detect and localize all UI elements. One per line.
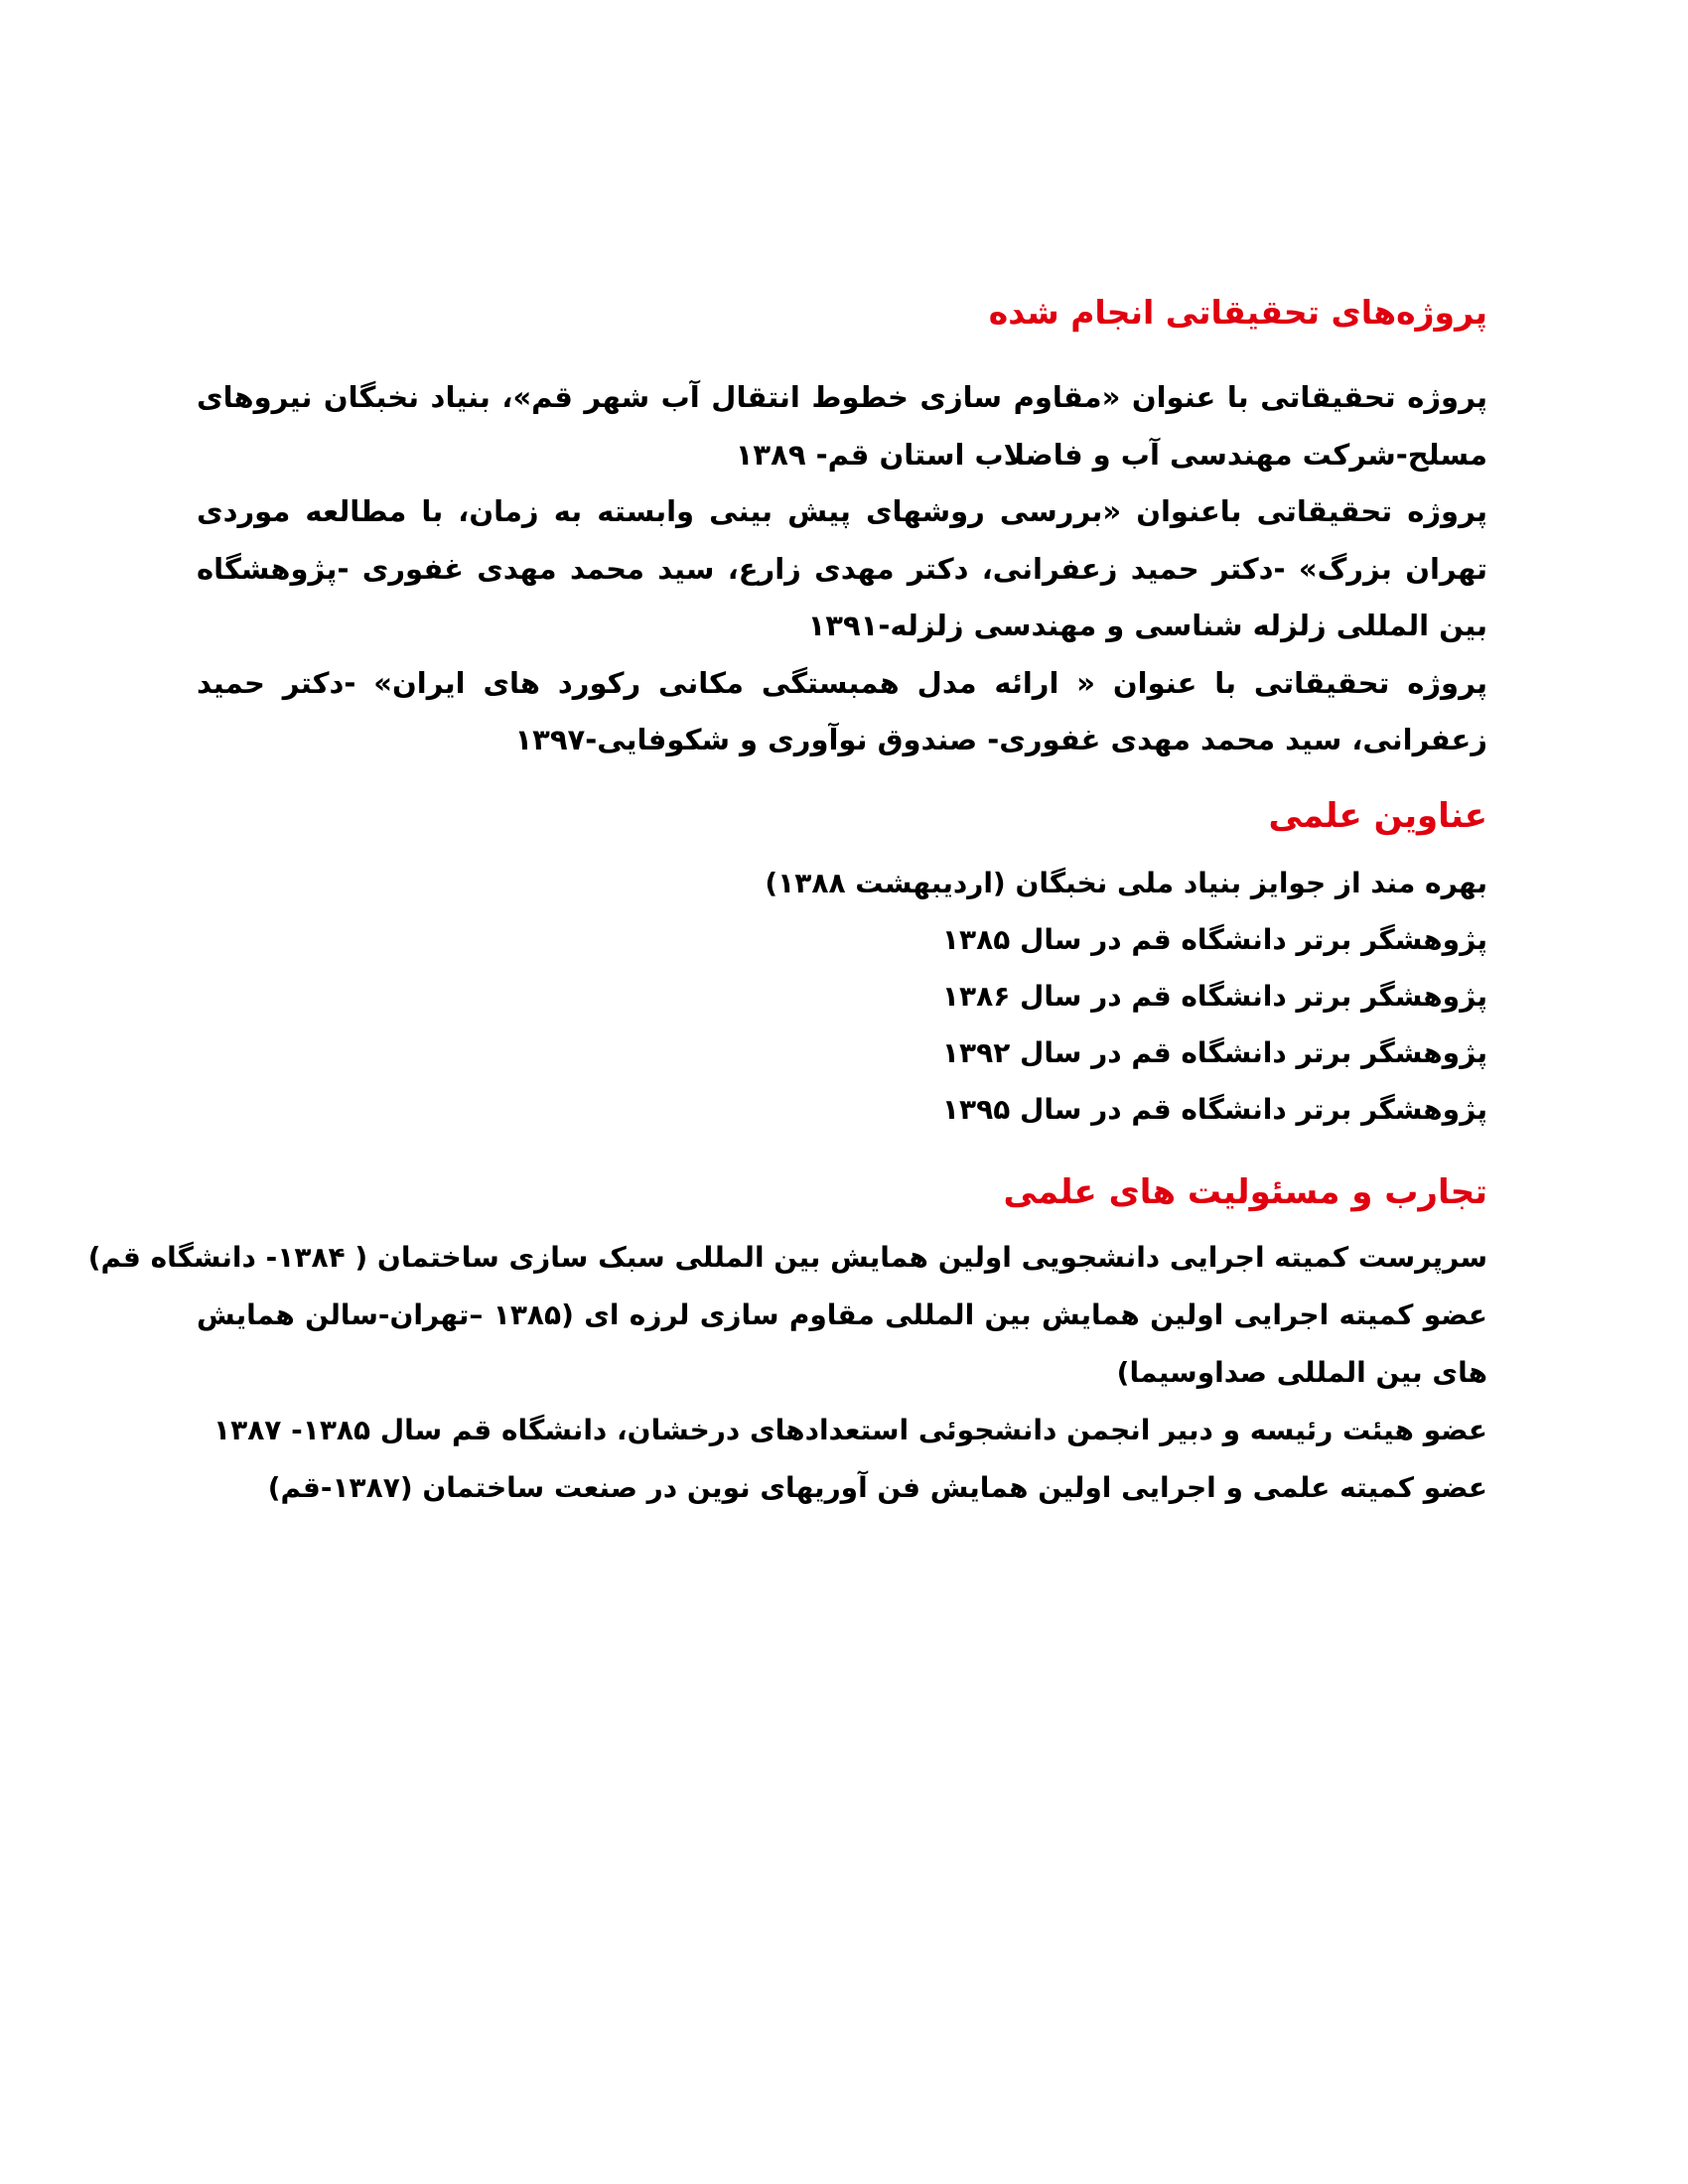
- scientific-title-item: بهره مند از جوایز بنیاد ملی نخبگان (اردیبهشت ۱۳۸۸): [765, 866, 1487, 899]
- experience-section: [87, 1167, 1487, 1517]
- research-projects-heading: پروژه‌های تحقیقاتی انجام شده: [988, 293, 1487, 332]
- research-project-item: پروژه تحقیقاتی با عنوان «مقاوم سازی خطوط انتقال آب شهر قم»، بنیاد نخبگان نیروهای مسلح-شرکت مهندسی آب و فاضلاب استان قم- ۱۳۸۹: [197, 380, 1487, 472]
- experience-item: عضو کمیته اجرایی اولین همایش بین المللی مقاوم سازی لرزه ای (۱۳۸۵ –تهران-سالن همایش های بین المللی صداوسیما): [197, 1297, 1487, 1389]
- document-page: [87, 288, 1487, 1517]
- experience-heading: تجارب و مسئولیت های علمی: [1003, 1171, 1487, 1212]
- scientific-title-item: پژوهشگر برتر دانشگاه قم در سال ۱۳۹۵: [941, 1092, 1487, 1126]
- research-project-item: پروژه تحقیقاتی با عنوان « ارائه مدل همبستگی مکانی رکورد های ایران» -دکتر حمید زعفرانی، سید محمد مهدی غفوری- صندوق نوآوری و شکوفایی-۱۳۹۷: [197, 665, 1487, 756]
- experience-item: عضو هیئت رئیسه و دبیر انجمن دانشجوئی استعدادهای درخشان، دانشگاه قم سال ۱۳۸۵- ۱۳۸۷: [213, 1413, 1487, 1446]
- scientific-title-item: پژوهشگر برتر دانشگاه قم در سال ۱۳۸۶: [941, 979, 1487, 1013]
- research-project-item: پروژه تحقیقاتی باعنوان «بررسی روشهای پیش بینی وابسته به زمان، با مطالعه موردی تهران بزرگ» -دکتر حمید زعفرانی، دکتر مهدی زارع، سید محمد مهدی غفوری -پژوهشگاه بین المللی زلزله شناسی و مهندسی زلزله-۱۳۹۱: [197, 494, 1487, 642]
- scientific-title-item: پژوهشگر برتر دانشگاه قم در سال ۱۳۸۵: [941, 922, 1487, 956]
- experience-item: عضو کمیته علمی و اجرایی اولین همایش فن آوریهای نوین در صنعت ساختمان (۱۳۸۷-قم): [267, 1470, 1487, 1504]
- scientific-title-item: پژوهشگر برتر دانشگاه قم در سال ۱۳۹۲: [941, 1035, 1487, 1069]
- research-projects-section: [197, 288, 1487, 769]
- scientific-titles-section: [197, 791, 1487, 1138]
- scientific-titles-heading: عناوین علمی: [1268, 795, 1487, 836]
- experience-item: سرپرست کمیته اجرایی دانشجویی اولین همایش بین المللی سبک سازی ساختمان ( ۱۳۸۴- دانشگاه قم): [87, 1240, 1487, 1274]
